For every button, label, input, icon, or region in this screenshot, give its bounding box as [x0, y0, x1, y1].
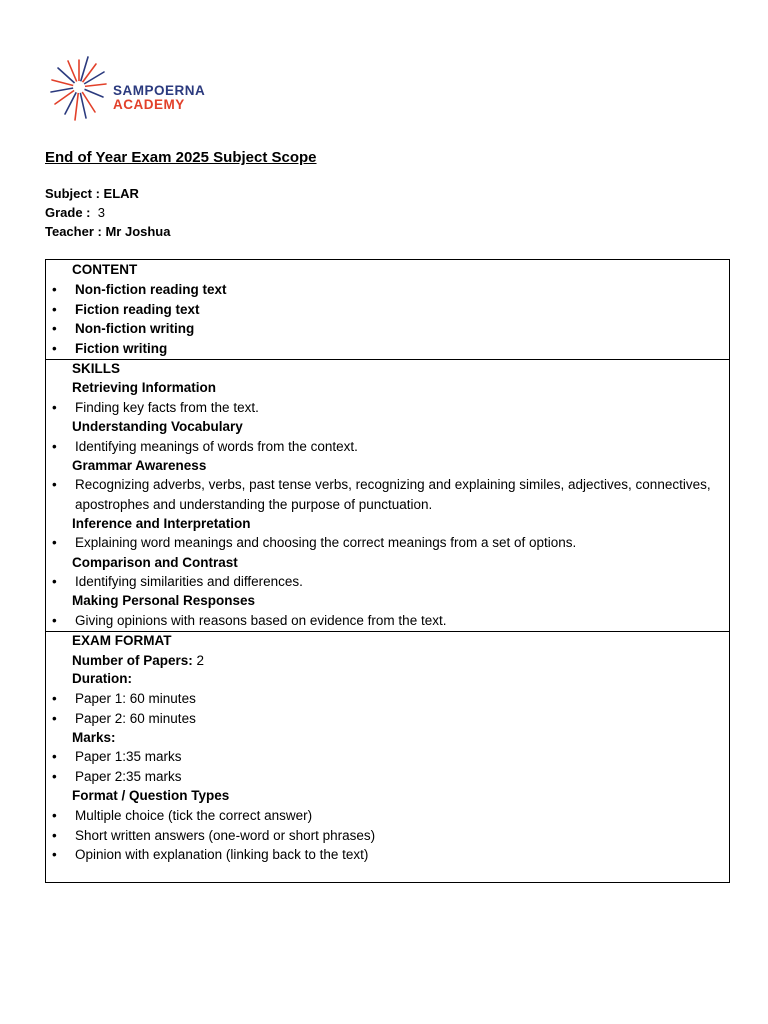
bullet-icon: •	[52, 574, 57, 589]
bullet-icon: •	[52, 769, 57, 784]
skill-title: Grammar Awareness	[72, 457, 207, 473]
list-item: • Identifying meanings of words from the context.	[46, 437, 729, 457]
teacher-label: Teacher :	[45, 224, 102, 239]
bullet-icon: •	[52, 341, 57, 356]
list-item: • Opinion with explanation (linking back to the text)	[46, 845, 729, 865]
bullet-icon: •	[52, 613, 57, 628]
papers-row	[46, 651, 729, 671]
list-item: • Non-fiction writing	[46, 319, 729, 339]
list-item: • Finding key facts from the text.	[46, 398, 729, 418]
grade-value: 3	[97, 205, 105, 220]
list-item: • Paper 1: 60 minutes	[46, 689, 729, 709]
papers-label: Number of Papers:	[72, 652, 193, 668]
list-item: • Identifying similarities and differences.	[46, 572, 729, 592]
bullet-icon: •	[52, 321, 57, 336]
bullet-icon: •	[52, 691, 57, 706]
list-item: • Giving opinions with reasons based on evidence from the text.	[46, 611, 729, 631]
list-item: • Short written answers (one-word or short phrases)	[46, 826, 729, 846]
school-logo	[48, 52, 218, 122]
content-heading: CONTENT	[72, 262, 138, 277]
document-title: End of Year Exam 2025 Subject Scope	[45, 149, 317, 166]
bullet-icon: •	[52, 301, 57, 317]
subject-label: Subject :	[45, 186, 100, 201]
skills-heading: SKILLS	[72, 361, 121, 376]
list-item: • Paper 1:35 marks	[46, 747, 729, 767]
list-item: • Recognizing adverbs, verbs, past tense verbs, recognizing and explaining similes, adjectives, connectives, apostrophes and understanding the purpose of punctuation.	[52, 477, 711, 512]
bullet-icon: •	[52, 749, 57, 764]
bullet-icon: •	[52, 439, 57, 454]
list-item: • Multiple choice (tick the correct answer)	[46, 806, 729, 826]
list-item: • Non-fiction reading text	[46, 280, 729, 300]
bullet-icon: •	[52, 807, 57, 823]
exam-format-section	[46, 631, 729, 883]
bullet-icon: •	[52, 847, 57, 862]
scope-table	[45, 259, 730, 883]
bullet-icon: •	[52, 477, 57, 492]
grade-label: Grade :	[45, 205, 91, 220]
skill-title: Understanding Vocabulary	[72, 419, 243, 434]
skill-title: Comparison and Contrast	[72, 554, 238, 570]
subject-row	[45, 184, 170, 203]
skill-title: Inference and Interpretation	[72, 516, 251, 531]
duration-label: Duration:	[72, 671, 132, 686]
list-item: • Explaining word meanings and choosing the correct meanings from a set of options.	[46, 533, 729, 553]
types-label: Format / Question Types	[72, 788, 230, 803]
bullet-icon: •	[52, 535, 57, 550]
content-section	[46, 260, 729, 360]
logo-line-2: ACADEMY	[113, 97, 185, 112]
skill-title: Making Personal Responses	[72, 593, 256, 608]
list-item: • Paper 2: 60 minutes	[46, 709, 729, 729]
marks-label: Marks:	[72, 729, 116, 745]
grade-row	[45, 203, 170, 222]
bullet-icon: •	[52, 399, 57, 415]
papers-value: 2	[196, 652, 205, 668]
logo-line-1: SAMPOERNA	[113, 83, 206, 98]
skills-section	[46, 359, 729, 632]
list-item: • Fiction reading text	[46, 300, 729, 320]
list-item: • Fiction writing	[46, 339, 729, 359]
list-item: • Paper 2:35 marks	[46, 767, 729, 787]
logo-wordmark	[113, 84, 205, 112]
bullet-icon: •	[52, 711, 57, 726]
teacher-row	[45, 222, 170, 241]
exam-format-heading: EXAM FORMAT	[72, 633, 172, 648]
subject-value: ELAR	[103, 186, 139, 201]
skill-title: Retrieving Information	[72, 380, 217, 395]
document-meta	[45, 184, 170, 241]
starburst-logo-icon	[48, 52, 110, 122]
bullet-icon: •	[52, 827, 57, 843]
bullet-icon: •	[52, 282, 57, 297]
teacher-value: Mr Joshua	[105, 224, 171, 239]
